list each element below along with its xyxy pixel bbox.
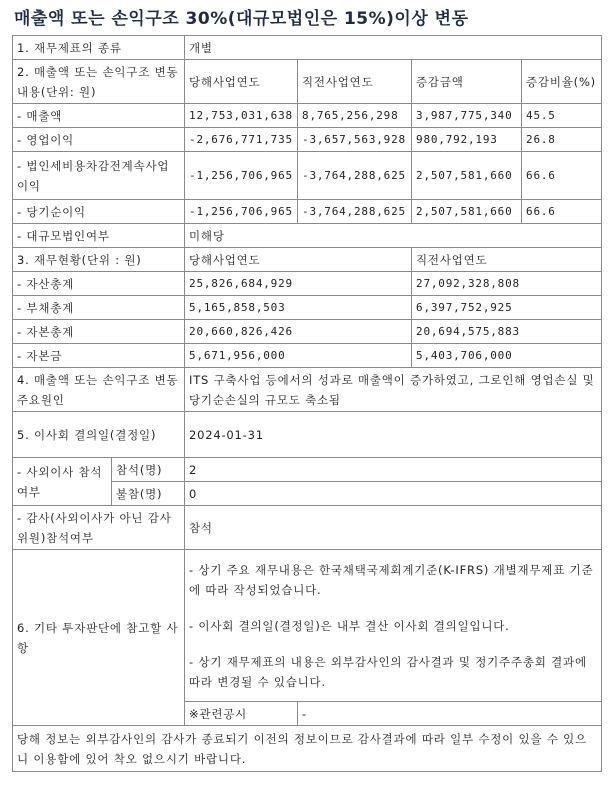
audit-attendance-label: - 감사(사외이사가 아닌 감사위원)참석여부 — [13, 506, 185, 550]
table-row — [13, 458, 602, 482]
table-row — [13, 200, 602, 224]
net-income-rate: 66.6 — [522, 200, 602, 224]
table-row — [13, 368, 602, 412]
row-label-pretax-income: - 법인세비용차감전계속사업이익 — [13, 152, 185, 200]
row-label-total-assets: - 자산총계 — [13, 272, 185, 296]
total-assets-previous: 27,092,328,808 — [412, 272, 602, 296]
revenue-rate: 45.5 — [522, 104, 602, 128]
other-matters-notes — [185, 550, 602, 702]
operating-income-current: -2,676,771,735 — [185, 128, 298, 152]
related-disclosure-label: ※관련공시 — [185, 702, 298, 726]
pretax-income-current: -1,256,706,965 — [185, 152, 298, 200]
pretax-income-rate: 66.6 — [522, 152, 602, 200]
note-item: - 상기 주요 재무내용은 한국채택국제회계기준(K-IFRS) 개별재무제표 기준에 따라 작성되었습니다. — [189, 562, 594, 597]
operating-income-previous: -3,657,563,928 — [298, 128, 412, 152]
attend-label: 참석(명) — [112, 458, 185, 482]
row-label-total-liabilities: - 부채총계 — [13, 296, 185, 320]
note-item: - 이사회 결의일(결정일)은 내부 결산 이사회 결의일입니다. — [189, 618, 510, 633]
table-row — [13, 60, 602, 104]
page-title: 매출액 또는 손익구조 30%(대규모법인은 15%)이상 변동 — [14, 9, 469, 29]
col-change-rate: 증감비율(%) — [522, 60, 602, 104]
change-section-header: 2. 매출액 또는 손익구조 변동내용(단위: 원) — [13, 60, 185, 104]
attend-value: 2 — [185, 458, 602, 482]
revenue-change: 3,987,775,340 — [412, 104, 522, 128]
col-change-amount: 증감금액 — [412, 60, 522, 104]
col-current-year: 당해사업연도 — [185, 60, 298, 104]
total-equity-previous: 20,694,575,883 — [412, 320, 602, 344]
revenue-current: 12,753,031,638 — [185, 104, 298, 128]
revenue-previous: 8,765,256,298 — [298, 104, 412, 128]
total-assets-current: 25,826,684,929 — [185, 272, 412, 296]
row-label-capital-stock: - 자본금 — [13, 344, 185, 368]
statement-type-value: 개별 — [185, 36, 602, 60]
total-equity-current: 20,660,826,426 — [185, 320, 412, 344]
fin-col-current-year: 당해사업연도 — [185, 248, 412, 272]
net-income-change: 2,507,581,660 — [412, 200, 522, 224]
operating-income-change: 980,792,193 — [412, 128, 522, 152]
change-reason-value: ITS 구축사업 등에서의 성과로 매출액이 증가하였고, 그로인해 영업손실 및 당기순손실의 규모도 축소됨 — [185, 368, 602, 412]
absent-label: 불참(명) — [112, 482, 185, 506]
large-corp-value: 미해당 — [185, 224, 602, 248]
table-row — [13, 296, 602, 320]
disclosure-table — [12, 35, 602, 772]
financial-status-header: 3. 재무현황(단위 : 원) — [13, 248, 185, 272]
table-row — [13, 272, 602, 296]
change-reason-label: 4. 매출액 또는 손익구조 변동 주요원인 — [13, 368, 185, 412]
total-liabilities-previous: 6,397,752,925 — [412, 296, 602, 320]
net-income-current: -1,256,706,965 — [185, 200, 298, 224]
related-disclosure-value: - — [298, 702, 602, 726]
board-date-value: 2024-01-31 — [185, 412, 602, 458]
outside-director-label: - 사외이사 참석여부 — [13, 458, 112, 506]
table-row — [13, 224, 602, 248]
row-label-revenue: - 매출액 — [13, 104, 185, 128]
pretax-income-previous: -3,764,288,625 — [298, 152, 412, 200]
operating-income-rate: 26.8 — [522, 128, 602, 152]
large-corp-label: - 대규모법인여부 — [13, 224, 185, 248]
row-label-total-equity: - 자본총계 — [13, 320, 185, 344]
absent-value: 0 — [185, 482, 602, 506]
table-row — [13, 104, 602, 128]
other-matters-label: 6. 기타 투자판단에 참고할 사항 — [13, 550, 185, 726]
table-row — [13, 128, 602, 152]
table-row — [13, 344, 602, 368]
total-liabilities-current: 5,165,858,503 — [185, 296, 412, 320]
table-row — [13, 248, 602, 272]
capital-stock-previous: 5,403,706,000 — [412, 344, 602, 368]
table-row — [13, 152, 602, 200]
capital-stock-current: 5,671,956,000 — [185, 344, 412, 368]
table-row — [13, 36, 602, 60]
table-row — [13, 320, 602, 344]
row-label-operating-income: - 영업이익 — [13, 128, 185, 152]
footer-notice: 당해 정보는 외부감사인의 감사가 종료되기 이전의 정보이므로 감사결과에 따라 일부 수정이 있을 수 있으니 이용함에 있어 착오 없으시기 바랍니다. — [13, 726, 602, 772]
audit-attendance-value: 참석 — [185, 506, 602, 550]
table-row — [13, 412, 602, 458]
fin-col-previous-year: 직전사업연도 — [412, 248, 602, 272]
pretax-income-change: 2,507,581,660 — [412, 152, 522, 200]
note-item: - 상기 재무제표의 내용은 외부감사인의 감사결과 및 정기주주총회 결과에 따라 변경될 수 있습니다. — [189, 654, 587, 689]
net-income-previous: -3,764,288,625 — [298, 200, 412, 224]
table-row — [13, 550, 602, 702]
table-row — [13, 726, 602, 772]
table-row — [13, 506, 602, 550]
statement-type-label: 1. 재무제표의 종류 — [13, 36, 185, 60]
board-date-label: 5. 이사회 결의일(결정일) — [13, 412, 185, 458]
row-label-net-income: - 당기순이익 — [13, 200, 185, 224]
col-previous-year: 직전사업연도 — [298, 60, 412, 104]
